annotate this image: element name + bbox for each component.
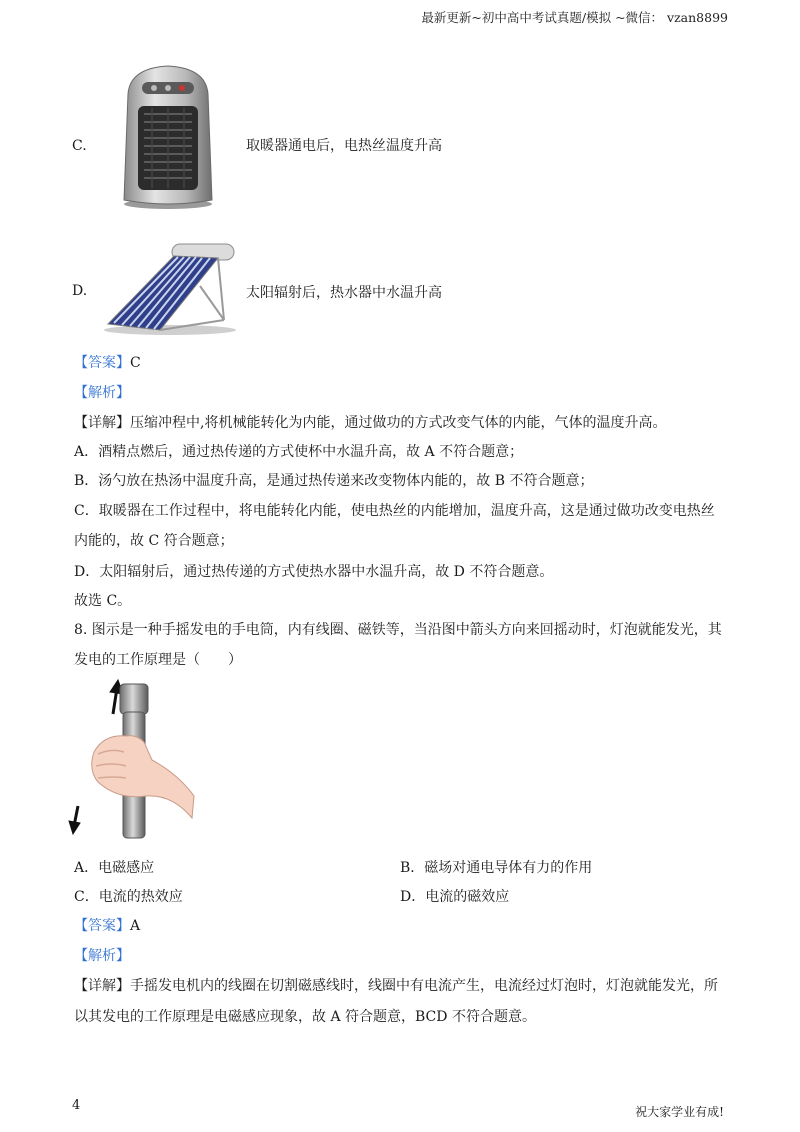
page-number: 4	[72, 1098, 81, 1113]
q8-option-c: C．电流的热效应	[74, 889, 183, 905]
answer-value: A	[130, 918, 141, 934]
answer-tag: 【答案】	[74, 355, 130, 371]
q8-option-b: B．磁场对通电导体有力的作用	[400, 860, 593, 876]
option-d-letter: D.	[72, 283, 88, 299]
answer-tag: 【答案】	[74, 918, 130, 934]
detail-text: 手摇发电机内的线圈在切割磁感线时，线圈中有电流产生，电流经过灯泡时，灯泡就能发光，所	[130, 978, 718, 994]
detail-tag: 【详解】	[74, 978, 130, 994]
answer-value: C	[130, 355, 141, 371]
q8-option-a: A．电磁感应	[74, 860, 155, 876]
heater-image	[118, 62, 218, 210]
q7-explain-c-2: 内能的，故 C 符合题意；	[74, 533, 234, 549]
q7-conclusion: 故选 C。	[74, 593, 132, 609]
hand-crank-flashlight-image	[68, 678, 200, 850]
q7-detail-line	[74, 413, 666, 433]
q8-detail-line-1	[74, 976, 718, 996]
footer-blessing: 祝大家学业有成!	[635, 1105, 724, 1119]
q8-stem-line-1: 8. 图示是一种手摇发电的手电筒，内有线圈、磁铁等，当沿图中箭头方向来回摇动时，灯泡就能发光，其	[74, 622, 722, 638]
option-c-text: 取暖器通电后，电热丝温度升高	[246, 138, 442, 154]
option-d-text: 太阳辐射后，热水器中水温升高	[246, 285, 442, 301]
solar-water-heater-image	[100, 240, 240, 336]
q8-stem-line-2: 发电的工作原理是（ ）	[74, 652, 242, 668]
page-header: 最新更新~初中高中考试真题/模拟 ~微信： vzan8899	[421, 10, 728, 25]
q8-option-d: D．电流的磁效应	[400, 889, 510, 905]
q7-explain-b: B．汤勺放在热汤中温度升高，是通过热传递来改变物体内能的，故 B 不符合题意；	[74, 473, 594, 489]
q8-answer-line	[74, 916, 140, 936]
q7-explain-a: A．酒精点燃后，通过热传递的方式使杯中水温升高，故 A 不符合题意；	[74, 444, 524, 460]
q7-explain-c-1: C．取暖器在工作过程中，将电能转化内能，使电热丝的内能增加，温度升高，这是通过做功改变电热丝	[74, 503, 715, 519]
q7-explain-d: D．太阳辐射后，通过热传递的方式使热水器中水温升高，故 D 不符合题意。	[74, 564, 554, 580]
q7-answer-line	[74, 353, 141, 373]
q8-detail-line-2: 以其发电的工作原理是电磁感应现象，故 A 符合题意，BCD 不符合题意。	[74, 1009, 536, 1025]
detail-text: 压缩冲程中,将机械能转化为内能，通过做功的方式改变气体的内能，气体的温度升高。	[130, 415, 667, 431]
detail-tag: 【详解】	[74, 415, 130, 431]
analysis-tag: 【解析】	[74, 385, 130, 401]
analysis-tag: 【解析】	[74, 948, 130, 964]
option-c-letter: C.	[72, 138, 87, 154]
